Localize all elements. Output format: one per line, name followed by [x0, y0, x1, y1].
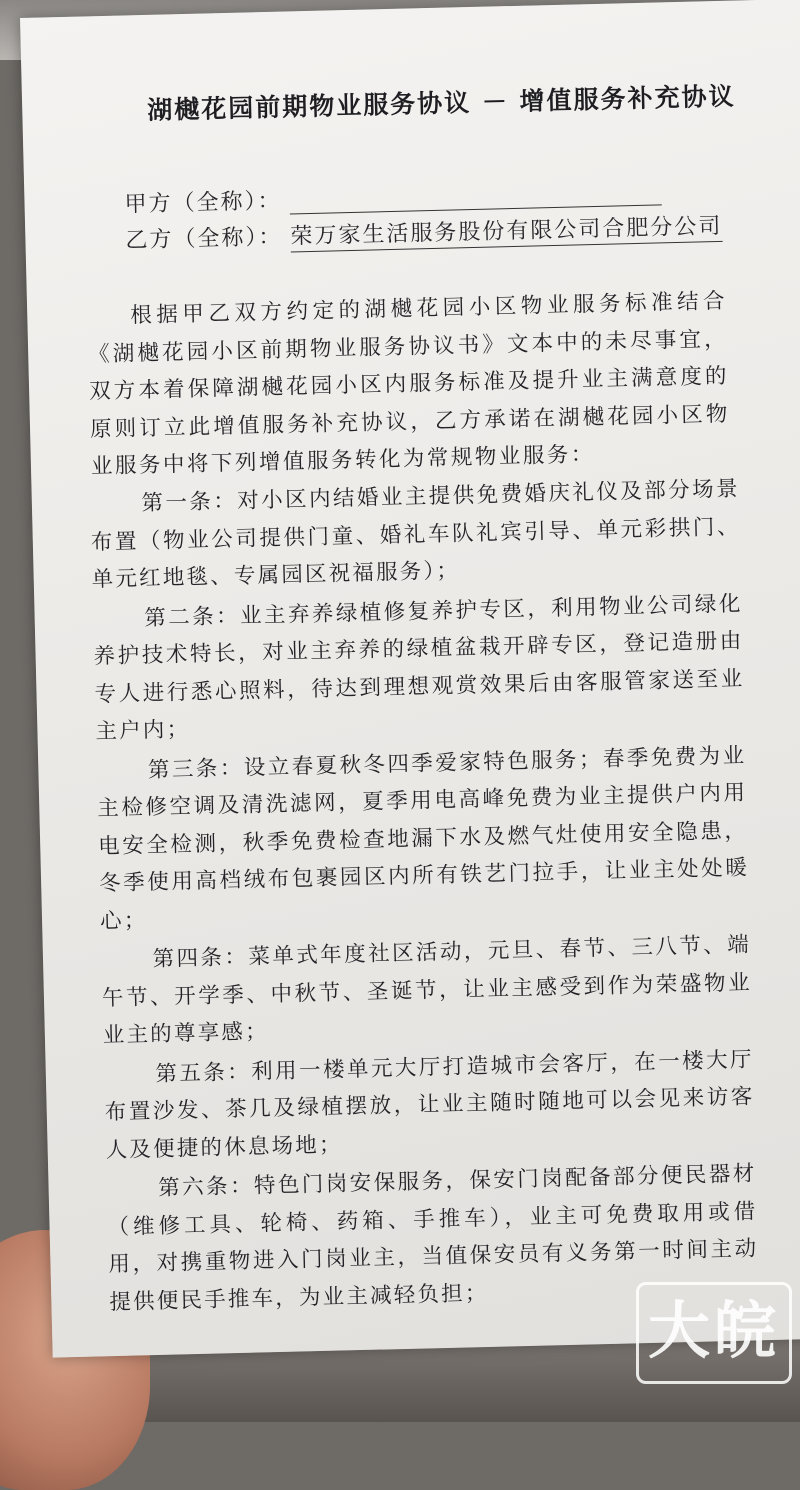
document-paper — [20, 0, 800, 1358]
clause-5 — [103, 1041, 756, 1169]
clause-3 — [96, 737, 750, 940]
party-b-value: 荣万家生活服务股份有限公司合肥分公司 — [290, 209, 723, 253]
party-b-label: 乙方（全称）： — [125, 224, 283, 254]
clause-text: 利用一楼单元大厅打造城市会客厅，在一楼大厅布置沙发、茶几及绿植摆放，让业主随时随地可以会见来访客人及便捷的休息场地； — [104, 1046, 755, 1163]
clause-number: 第三条： — [147, 755, 245, 783]
clause-number: 第五条： — [155, 1059, 252, 1087]
watermark-logo: 大皖 — [636, 1282, 792, 1384]
party-a-label: 甲方（全称）： — [124, 188, 282, 218]
clause-text: 业主弃养绿植修复养护专区，利用物业公司绿化养护技术特长，对业主弃养的绿植盆栽开辟专区，登记造册由专人进行悉心照料，待达到理想观赏效果后由客服管家送至业主户内； — [93, 591, 745, 745]
clause-list — [89, 471, 759, 1324]
clause-4 — [101, 926, 754, 1054]
clause-2 — [92, 585, 745, 751]
clause-text: 设立春夏秋冬四季爱家特色服务；春季免费为业主检修空调及清洗滤网，夏季用电高峰免费为业主提供户内用电安全检测，秋季免费检查地漏下水及燃气灶使用安全隐患，冬季使用高档绒布包裹园区内所有铁艺门拉手，让业主处处暖心； — [97, 742, 750, 934]
clause-number: 第一条： — [141, 488, 238, 517]
clause-text: 菜单式年度社区活动，元旦、春节、三八节、端午节、开学季、中秋节、圣诞节，让业主感受到作为荣盛物业业主的尊享感； — [101, 932, 753, 1049]
party-a-blank — [289, 182, 661, 214]
clause-number: 第六条： — [157, 1173, 255, 1201]
preamble-paragraph: 根据甲乙双方约定的湖樾花园小区物业服务标准结合《湖樾花园小区前期物业服务协议书》文本中的未尽事宜，双方本着保障湖樾花园小区内服务标准及提升业主满意度的原则订立此增值服务补充协议，乙方承诺在湖樾花园小区物业服务中将下列增值服务转化为常规物业服务： — [87, 288, 731, 480]
document-title: 湖樾花园前期物业服务协议 － 增值服务补充协议 — [146, 81, 736, 125]
clause-text: 特色门岗安保服务，保安门岗配备部分便民器材（维修工具、轮椅、药箱、手推车），业主可免费取用或借用，对携重物进入门岗业主，当值保安员有义务第一时间主动提供便民手推车，为业主减轻负担； — [107, 1161, 759, 1315]
clause-number: 第四条： — [152, 944, 249, 973]
clause-number: 第二条： — [143, 603, 241, 631]
clause-text: 对小区内结婚业主提供免费婚庆礼仪及部分场景布置（物业公司提供门童、婚礼车队礼宾引导、单元彩拱门、单元红地毯、专属园区祝福服务）； — [90, 476, 741, 593]
clause-1 — [89, 471, 742, 599]
